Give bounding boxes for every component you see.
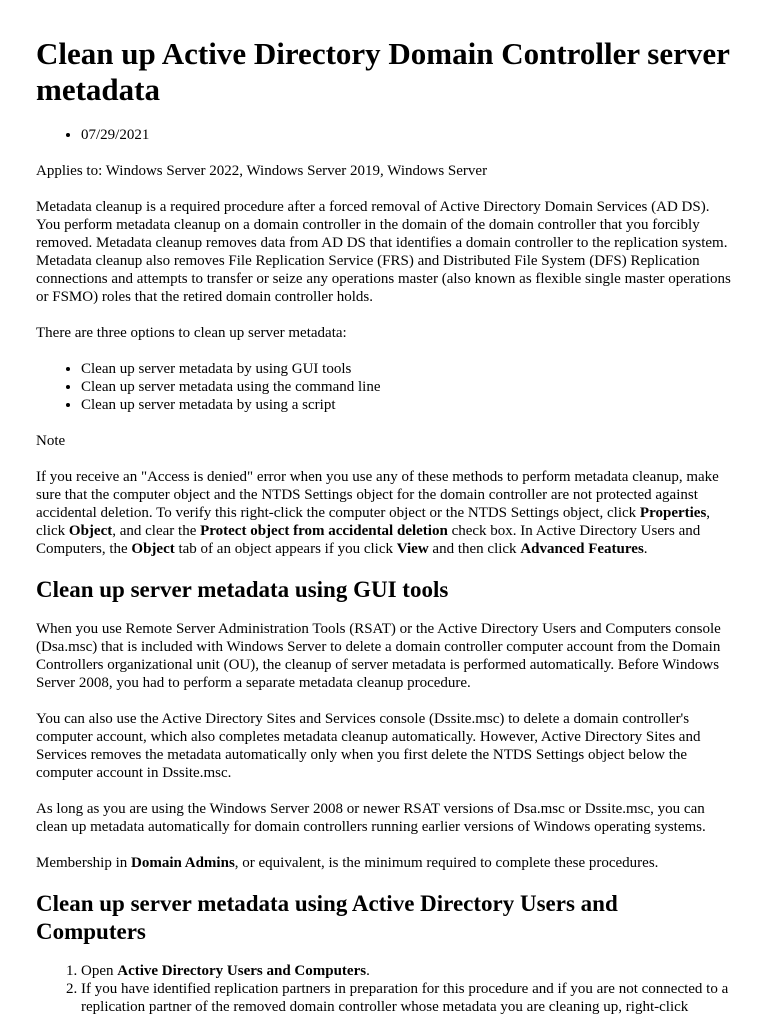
gui-paragraph-versions: As long as you are using the Windows Server 2008 or newer RSAT versions of Dsa.msc or Dssite.msc, you can clean up metadata automatically for domain controllers running earlier versions of Windows operating systems. [36, 801, 706, 835]
step-bold-aduc: Active Directory Users and Computers [117, 963, 367, 979]
step-item [81, 962, 732, 980]
step-text: Open [81, 963, 118, 979]
note-bold-advanced-features: Advanced Features [520, 541, 644, 557]
page-title: Clean up Active Directory Domain Controller server metadata [36, 36, 730, 107]
note-bold-object: Object [68, 523, 113, 539]
note-text: tab of an object appears if you click [174, 541, 397, 557]
steps-list [36, 962, 732, 1016]
options-intro: There are three options to clean up server metadata: [36, 325, 347, 341]
options-list [36, 360, 732, 414]
gui-paragraph-dssite: You can also use the Active Directory Sites and Services console (Dssite.msc) to delete a domain controller's computer account, which also completes metadata cleanup automatically. However, Active Directory Sites and Services removes the metadata automatically only when you first delete the NTDS Settings object below the computer account in Dssite.msc. [36, 711, 701, 781]
date-list [36, 126, 732, 144]
applies-to: Applies to: Windows Server 2022, Windows Server 2019, Windows Server [36, 163, 488, 179]
note-text: , and clear the [112, 523, 201, 539]
note-bold-protect-object: Protect object from accidental deletion [200, 523, 448, 539]
note-bold-properties: Properties [639, 505, 707, 521]
note-text: and then click [428, 541, 521, 557]
list-item: • Clean up server metadata by using GUI tools [81, 360, 732, 378]
section-heading-aduc: Clean up server metadata using Active Directory Users and Computers [36, 891, 618, 944]
note-bold-view: View [396, 541, 429, 557]
section-heading-gui-tools: Clean up server metadata using GUI tools [36, 577, 449, 602]
list-item: • Clean up server metadata by using a script [81, 396, 732, 414]
step-text: . [366, 963, 370, 979]
note-bold-object-tab: Object [131, 541, 175, 557]
list-item: • Clean up server metadata using the command line [81, 378, 732, 396]
note-paragraph [36, 468, 732, 558]
step-item: 2. If you have identified replication partners in preparation for this procedure and if you are not connected to a replication partner of the removed domain controller whose metadata you are cleaning up, right-click [81, 980, 732, 1016]
intro-paragraph: Metadata cleanup is a required procedure after a forced removal of Active Directory Domain Services (AD DS). You perform metadata cleanup on a domain controller in the domain of the domain controller that you forcibly removed. Metadata cleanup removes data from AD DS that identifies a domain controller to the replication system. Metadata cleanup also removes File Replication Service (FRS) and Distributed File System (DFS) Replication connections and attempts to transfer or seize any operations master (also known as flexible single master operations or FSMO) roles that the retired domain controller holds. [36, 199, 731, 305]
note-label: Note [36, 433, 66, 449]
membership-paragraph [36, 854, 732, 872]
note-text: check box. In Active Directory Users and Computers, the [36, 523, 701, 557]
membership-text: , or equivalent, is the minimum required to complete these procedures. [234, 855, 659, 871]
note-text: . [643, 541, 648, 557]
note-text: If you receive an "Access is denied" error when you use any of these methods to perform metadata cleanup, make sure that the computer object and the NTDS Settings object for the domain controller are not protected against accidental deletion. To verify this right-click the computer object or the NTDS Settings object, click [36, 469, 719, 521]
note-text: , click [36, 505, 711, 539]
membership-text: Membership in [36, 855, 131, 871]
gui-paragraph-rsat: When you use Remote Server Administration Tools (RSAT) or the Active Directory Users and Computers console (Dsa.msc) that is included with Windows Server to delete a domain controller computer account from the Domain Controllers organizational unit (OU), the cleanup of server metadata is performed automatically. Before Windows Server 2008, you had to perform a separate metadata cleanup procedure. [36, 621, 721, 691]
membership-bold-domain-admins: Domain Admins [131, 855, 235, 871]
publish-date: • 07/29/2021 [81, 126, 732, 144]
